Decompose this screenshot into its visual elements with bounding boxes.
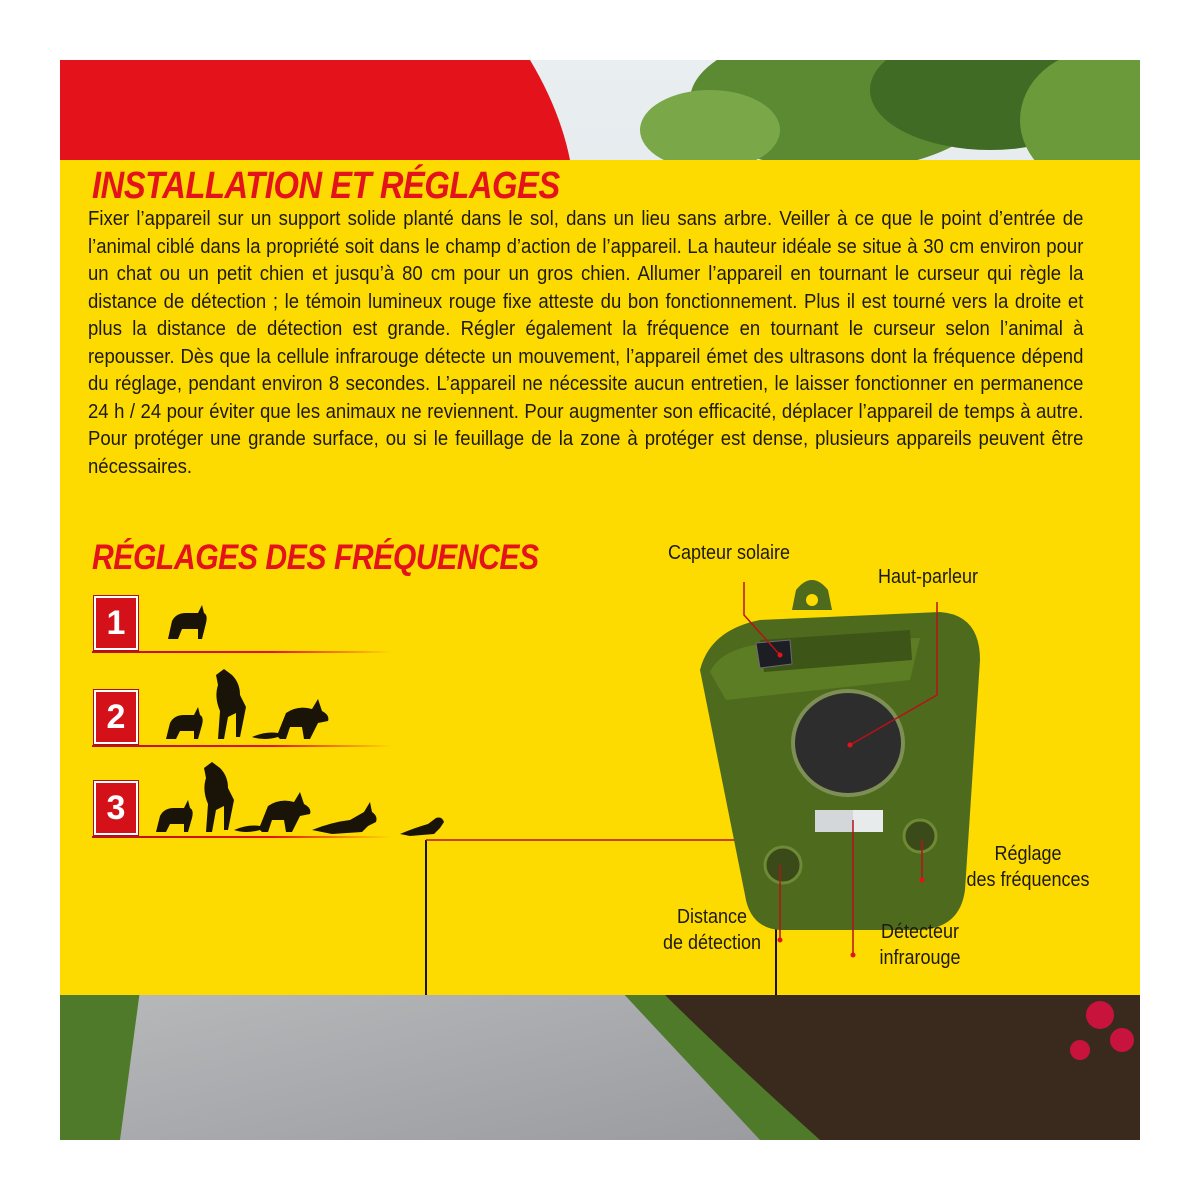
- level-number: 2: [94, 690, 138, 744]
- level-number: 3: [94, 781, 138, 835]
- label-line: de détection: [662, 932, 762, 954]
- product-info-card: [60, 60, 1140, 1140]
- label-line: infrarouge: [879, 947, 961, 969]
- solar-sensor-label: Capteur solaire: [668, 542, 791, 564]
- label-line: Distance: [676, 906, 748, 928]
- detection-distance-label: [640, 904, 784, 956]
- installation-title: INSTALLATION ET RÉGLAGES: [92, 165, 560, 207]
- frequencies-title: RÉGLAGES DES FRÉQUENCES: [92, 538, 539, 577]
- solar-panel-icon: [756, 640, 792, 668]
- frequency-setting-label: [947, 841, 1109, 893]
- speaker-label: Haut-parleur: [878, 566, 979, 588]
- label-line: des fréquences: [966, 869, 1090, 891]
- level-number: 1: [94, 596, 138, 650]
- repeller-device-diagram: [60, 60, 1140, 1140]
- infrared-detector-label: [848, 919, 992, 971]
- speaker-icon: [793, 691, 903, 795]
- distance-knob: [765, 847, 801, 883]
- installation-text: Fixer l’appareil sur un support solide planté dans le sol, dans un lieu sans arbre. Veiller à ce que le point d’entrée de l’animal ciblé dans la propriété soit dans le champ d’action de l’appareil. La hauteur idéale se situe à 30 cm environ pour un chat ou un petit chien et jusqu’à 80 cm pour un gros chien. Allumer l’appareil en tournant le curseur qui règle la distance de détection ; le témoin lumineux rouge fixe atteste du bon fonctionnement. Plus il est tourné vers la droite et plus la distance de détection est grande. Régler également la fréquence en tournant le curseur selon l’animal à repousser. Dès que la cellule infrarouge détecte un mouvement, l’appareil émet des ultrasons dont la fréquence dépend du réglage, pendant environ 8 secondes. L’appareil ne nécessite aucun entretien, le laisser fonctionner en permanence 24 h / 24 pour éviter que les animaux ne reviennent. Pour augmenter son efficacité, déplacer l’appareil de temps à autre. Pour protéger une grande surface, ou si le feuillage de la zone à protéger est dense, plusieurs appareils peuvent être nécessaires.: [88, 207, 1084, 478]
- repeller-device: [700, 580, 980, 930]
- frequency-knob: [904, 820, 936, 852]
- label-line: Réglage: [994, 843, 1062, 865]
- label-line: Détecteur: [880, 921, 960, 943]
